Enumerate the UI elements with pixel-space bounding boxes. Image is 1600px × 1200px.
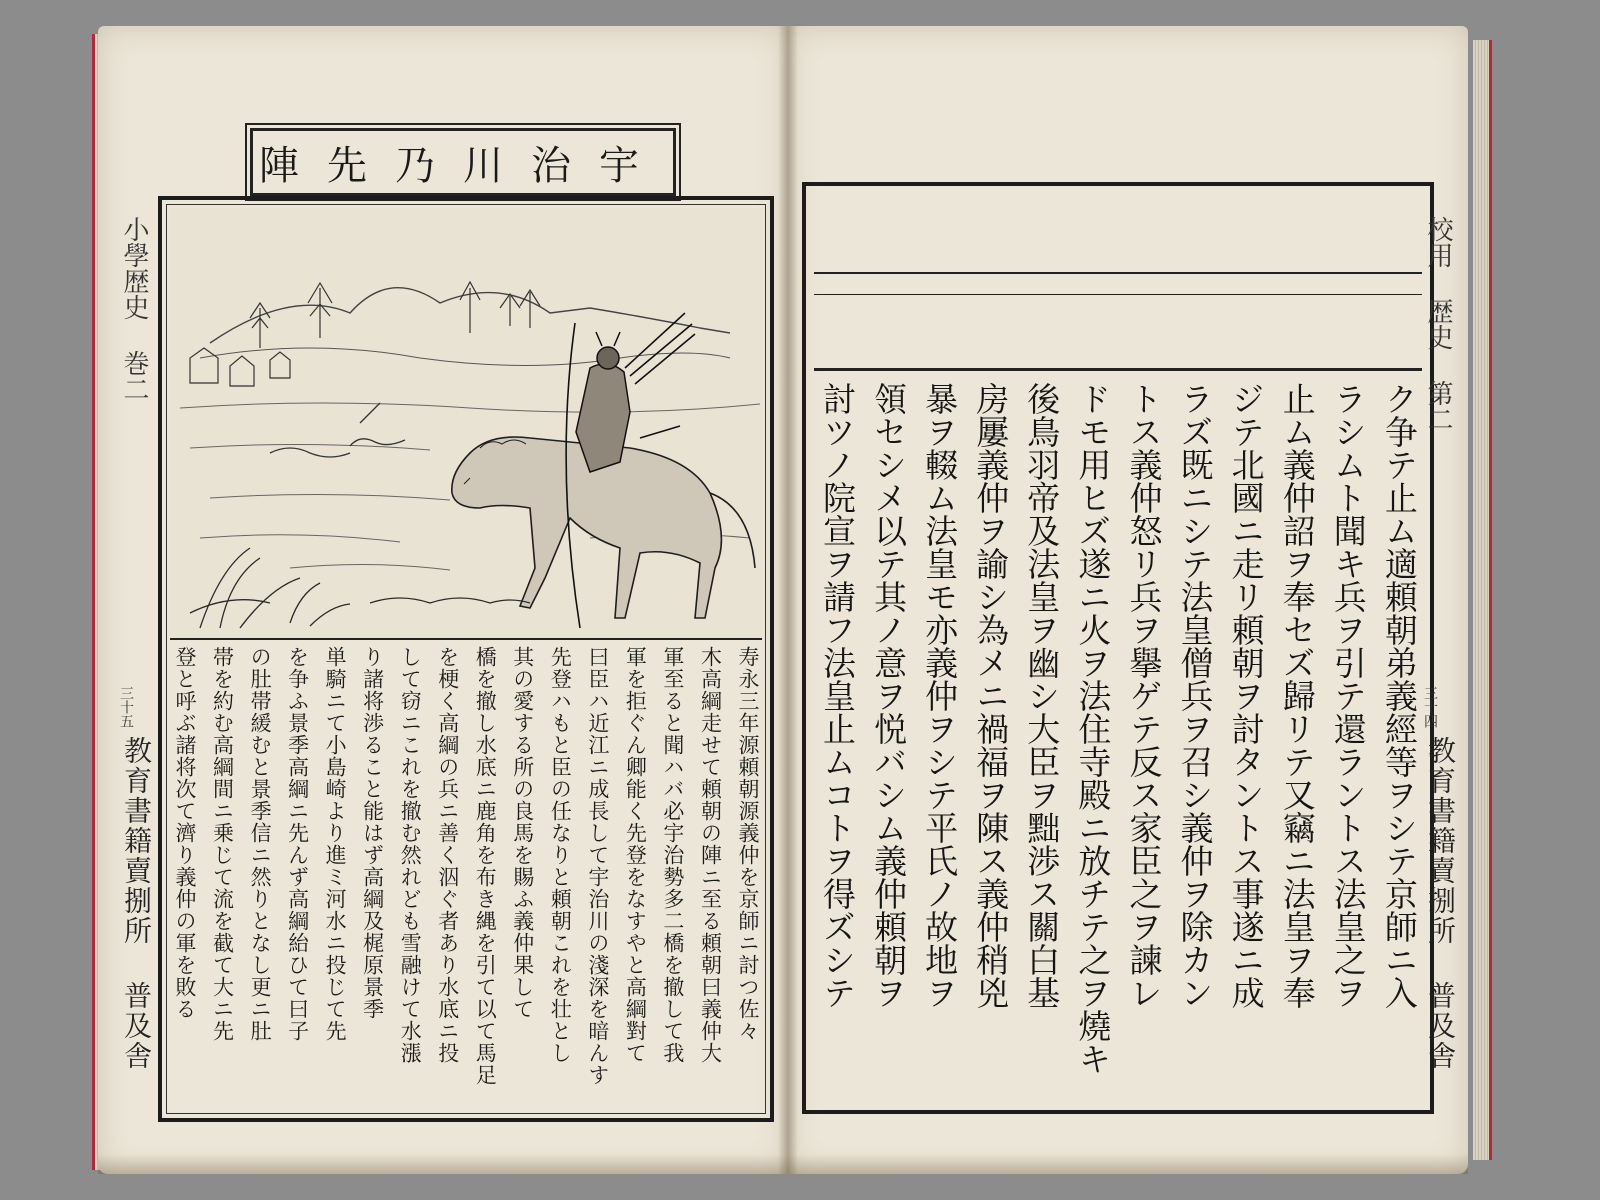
left-page-frame (158, 196, 774, 1122)
right-page-frame (802, 182, 1434, 1114)
book-gutter (778, 26, 798, 1174)
left-text-column: 帯を約む高綱間ニ乗じて流を截て大ニ先 (210, 646, 235, 1042)
left-text-column: り諸将渉ること能はず高綱及梶原景季 (360, 646, 385, 1020)
right-text-column: 房屢義仲ヲ諭シ為メニ禍福ヲ陳ス義仲稍兇 (971, 382, 1011, 1009)
left-text-column: 木高綱走せて頼朝の陣ニ至る頼朝曰義仲大 (698, 646, 723, 1064)
right-running-title: 校用 歴史 第二 (1423, 216, 1453, 432)
header-rule-thin (814, 294, 1422, 295)
right-text-column: 暴ヲ輟ム法皇モ亦義仲ヲシテ平氏ノ故地ヲ (920, 382, 960, 1009)
right-publisher-imprint: 教育書籍賣捌所 普及舎 (1424, 736, 1457, 1071)
right-page-text-body (817, 382, 1419, 1100)
left-text-column: 曰臣ハ近江ニ成長して宇治川の淺深を暗んす (585, 646, 610, 1086)
left-page-text-body (174, 646, 758, 1108)
right-text-column: ジテ北國ニ走リ頼朝ヲ討タントス事遂ニ成 (1226, 382, 1266, 1009)
right-text-column: ドモ用ヒズ遂ニ火ヲ法住寺殿ニ放チテ之ヲ燒キ (1073, 382, 1113, 1075)
right-text-column: トス義仲怒リ兵ヲ擧ゲテ反ス家臣之ヲ諫レ (1124, 382, 1164, 1009)
right-text-column: 討ツノ院宣ヲ請フ法皇止ムコトヲ得ズシテ (817, 382, 857, 1009)
left-running-title: 小學歴史 巻二 (119, 216, 149, 402)
right-page (788, 26, 1468, 1174)
left-text-column: 橋を撤し水底ニ鹿角を布き縄を引て以て馬足 (473, 646, 498, 1086)
left-page-number: 三十五 (118, 686, 134, 728)
left-text-column: 登と呼ぶ諸将次て濟り義仲の軍を敗る (173, 646, 197, 1020)
left-text-column: 其の愛する所の良馬を賜ふ義仲果して (510, 646, 535, 1020)
left-text-column: の肚帯緩むと景季信ニ然りとなし更ニ肚 (248, 646, 273, 1042)
left-text-column: して窃ニこれを撤む然れども雪融けて水漲 (398, 646, 423, 1064)
header-rule (814, 272, 1422, 274)
left-text-column: 軍を拒ぐん卿能く先登をなすやと高綱對て (623, 646, 648, 1064)
right-page-shadow (788, 1154, 1468, 1174)
right-text-column: ラズ既ニシテ法皇僧兵ヲ召シ義仲ヲ除カン (1175, 382, 1215, 1009)
illustration-title-cartouche (250, 128, 676, 196)
right-text-column: ラシムト聞キ兵ヲ引テ還ラントス法皇之ヲ (1328, 382, 1368, 1009)
uji-river-battle-illustration (170, 208, 762, 640)
text-area-rule (814, 368, 1422, 371)
left-text-column: 単騎ニて小島崎より進ミ河水ニ投じて先 (323, 646, 348, 1042)
left-publisher-imprint: 教育書籍賣捌所 普及舎 (120, 736, 153, 1071)
left-page-shadow (98, 1154, 788, 1174)
right-text-column: ク争テ止ム適頼朝弟義經等ヲシテ京師ニ入 (1379, 382, 1419, 1009)
illustration-title: 宇治川乃先陣 (259, 142, 667, 189)
left-page (98, 26, 788, 1174)
right-text-column: 止ム義仲詔ヲ奉セズ歸リテ又竊ニ法皇ヲ奉 (1277, 382, 1317, 1009)
left-text-column: 軍至ると聞ハバ必宇治勢多二橋を撤して我 (660, 646, 685, 1064)
left-text-column: を梗く高綱の兵ニ善く泅ぐ者あり水底ニ投 (435, 646, 460, 1064)
open-book (98, 26, 1478, 1176)
right-page-number: 三十四 (1422, 686, 1438, 728)
right-fore-edge (1473, 40, 1492, 1160)
right-page-margin (1420, 216, 1460, 1106)
left-text-column: 先登ハもと臣の任なりと頼朝これを壮とし (548, 646, 573, 1064)
left-text-column: を争ふ景季高綱ニ先んず高綱紿ひて曰子 (285, 646, 310, 1042)
left-text-column: 寿永三年源頼朝源義仲を京師ニ討つ佐々 (735, 646, 760, 1042)
right-text-column: 領セシメ以テ其ノ意ヲ悦バシム義仲頼朝ヲ (869, 382, 909, 1009)
left-page-margin (116, 216, 152, 1106)
right-text-column: 後鳥羽帝及法皇ヲ幽シ大臣ヲ黜渉ス關白基 (1022, 382, 1062, 1009)
